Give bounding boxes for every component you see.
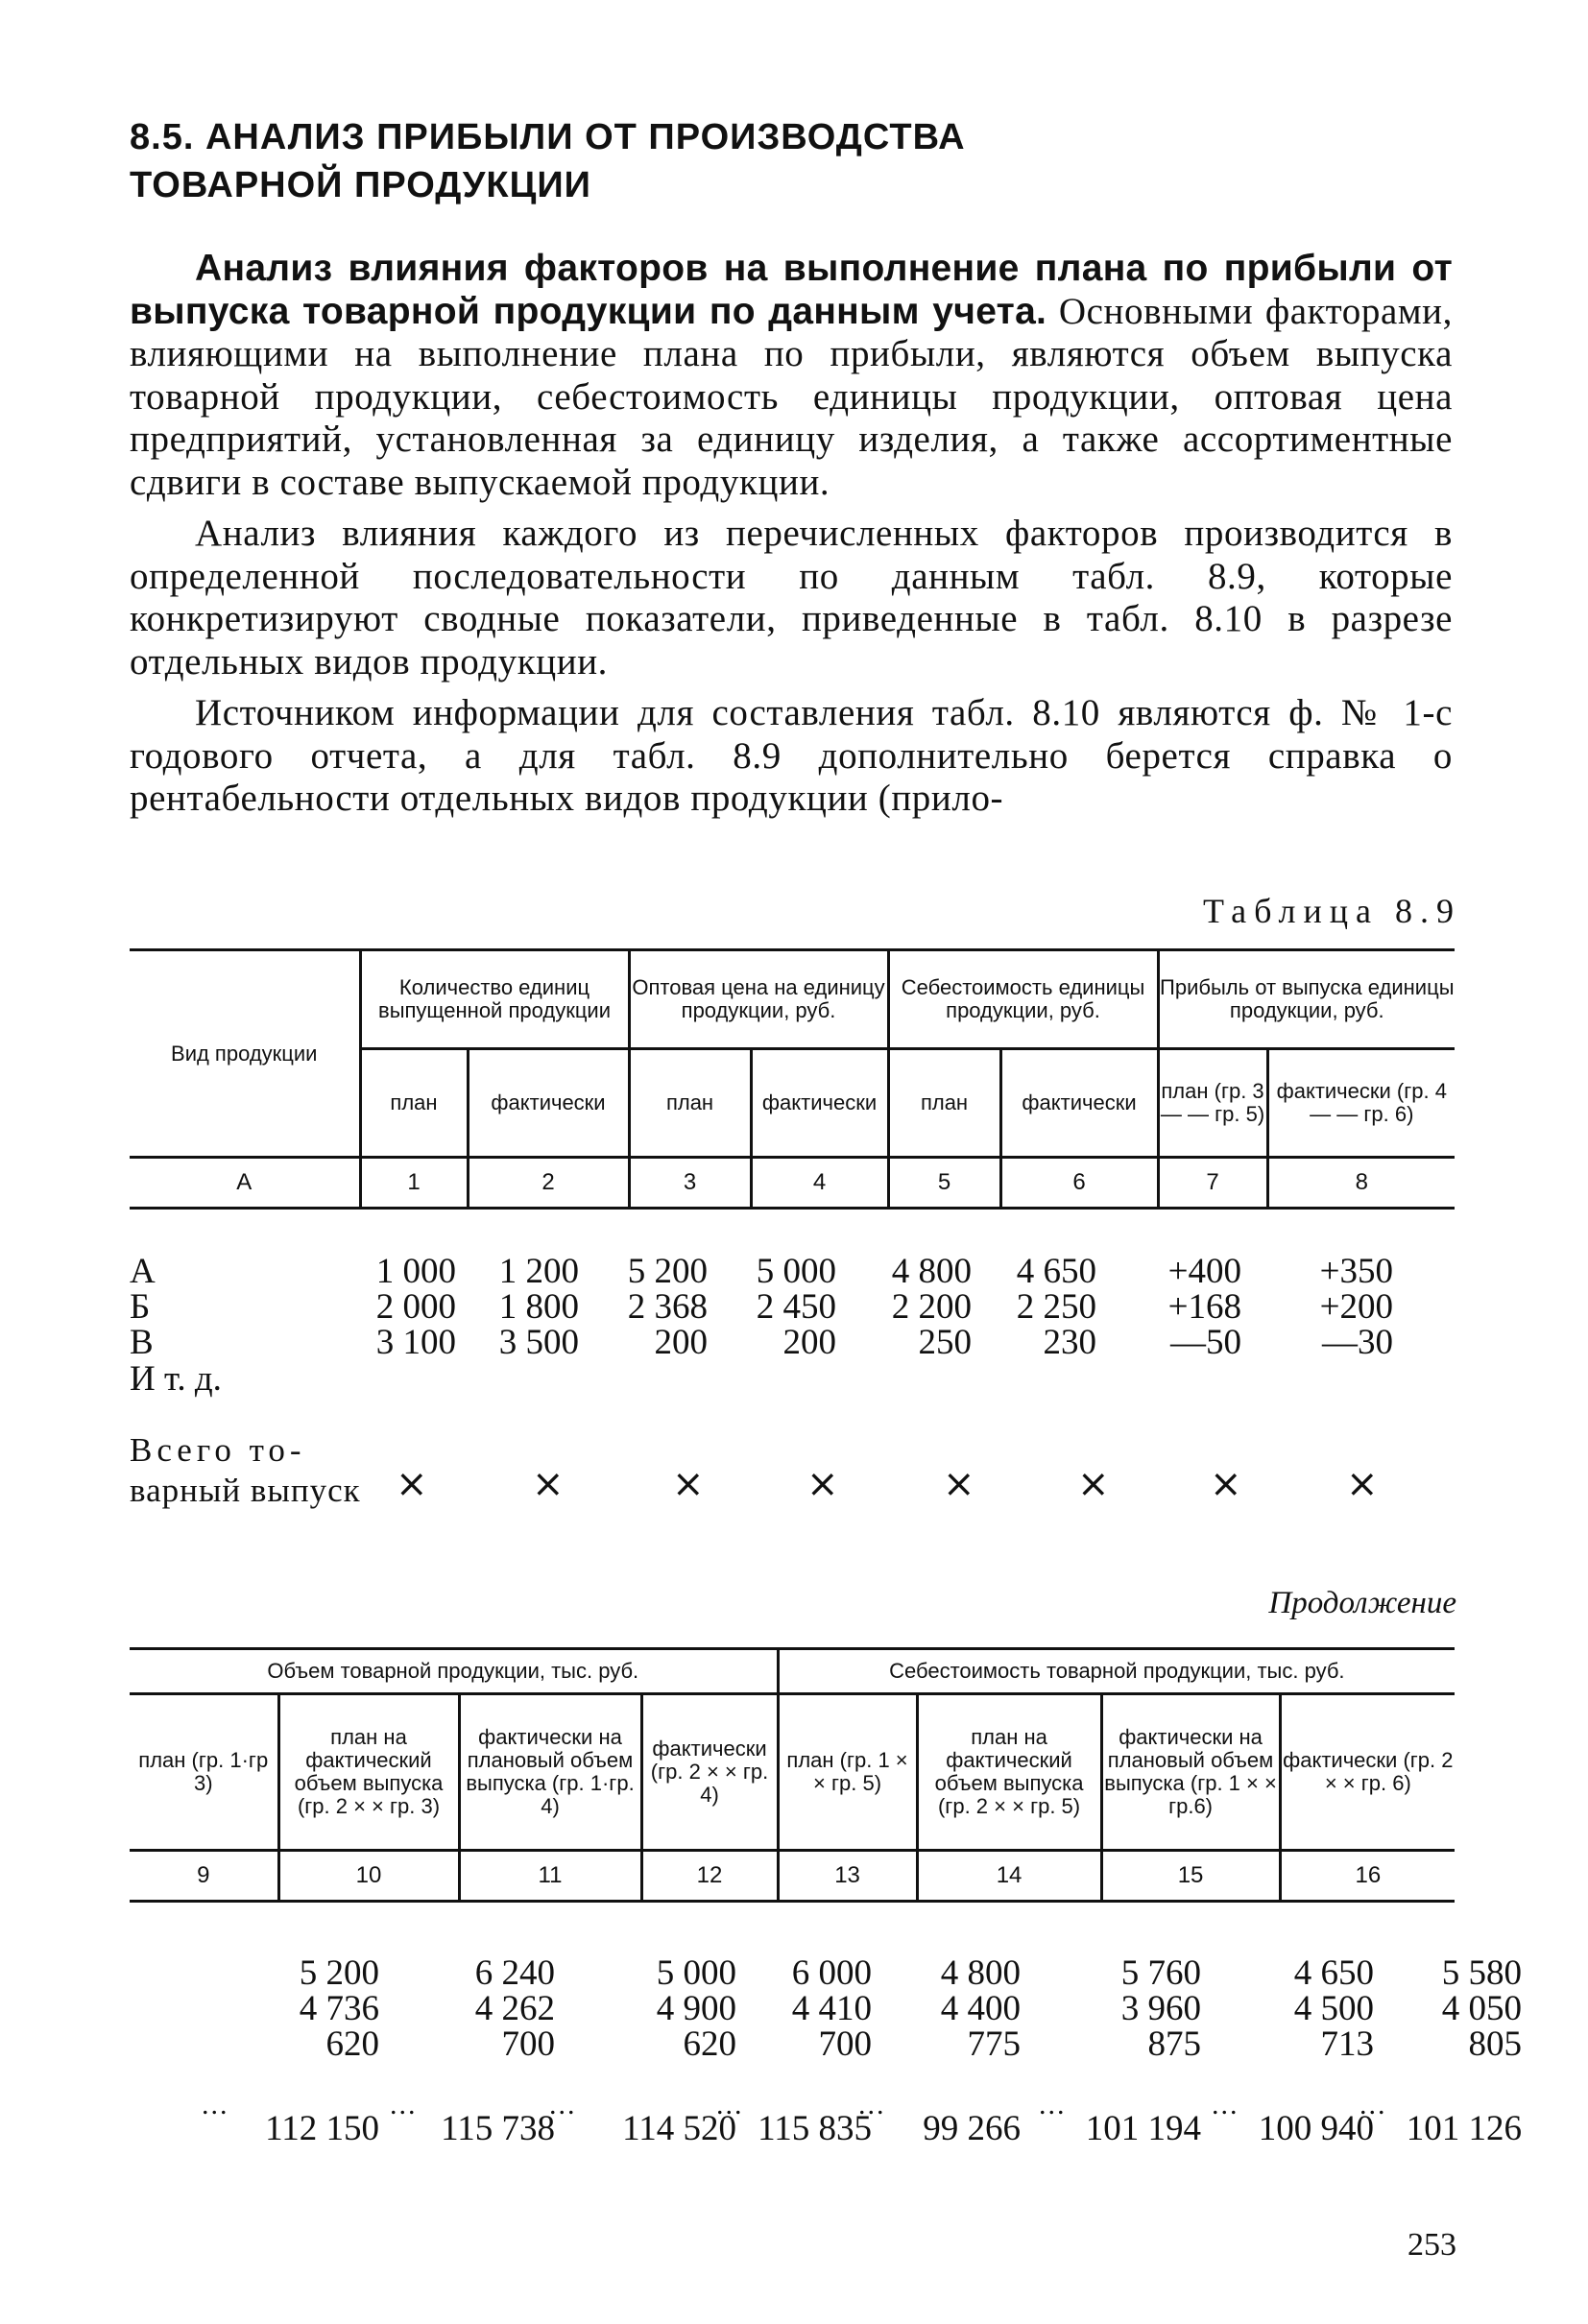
total-cell: 115 738 [441,2109,555,2148]
sub-fact-profit: фактически (гр. 4— — гр. 6) [1267,1049,1455,1158]
ellipsis: ... [1039,2089,1067,2120]
sub-plan: план [888,1049,1000,1158]
table-row [130,1953,1522,1993]
cross-mark: × [1346,1462,1379,1506]
cross-mark: × [1077,1462,1110,1506]
total-label [130,1430,361,1511]
cell: +400 [1167,1252,1241,1291]
cell: 2 200 [891,1287,972,1327]
row-label-etc: И т. д. [130,1359,222,1399]
heading-line-1: 8.5. АНАЛИЗ ПРИБЫЛИ ОТ ПРОИЗВОДСТВА [130,117,966,157]
cross-mark: × [396,1462,428,1506]
sub-plan: план [360,1049,468,1158]
cell: 4 050 [1441,1989,1522,2028]
cell: —50 [1170,1323,1241,1362]
total-cell: 112 150 [265,2109,379,2148]
ellipsis: ... [716,2089,744,2120]
total-label-line-1: Всего то- [130,1431,306,1469]
column-number: 12 [641,1851,778,1902]
row-label: В [130,1323,154,1362]
cell: 4 650 [1293,1953,1374,1993]
cell: 5 000 [756,1252,836,1291]
cell: 5 760 [1120,1953,1201,1993]
col-header: план (гр. 1 × × гр. 5) [778,1694,917,1851]
cell: 4 410 [791,1989,872,2028]
total-cell: 115 835 [758,2109,872,2148]
cell: 5 580 [1441,1953,1522,1993]
column-number: 9 [130,1851,278,1902]
cell: 620 [325,2025,379,2064]
totals-row [130,2108,1522,2148]
column-number: 11 [459,1851,641,1902]
table-row [130,1358,1455,1399]
cell: 5 200 [627,1252,708,1291]
column-number: 13 [778,1851,917,1902]
total-cell: 100 940 [1258,2109,1374,2148]
ellipsis: ... [1359,2089,1387,2120]
col-header: план на фактический объем выпуска (гр. 2 × × гр. 3) [278,1694,459,1851]
cell: 875 [1147,2025,1201,2064]
column-number: 1 [360,1158,468,1209]
cell: +200 [1319,1287,1393,1327]
group-wholesale-price: Оптовая цена на единицу продукции, руб. [629,950,888,1049]
col-header: фактически на плановый объем выпуска (гр. 1·гр. 4) [459,1694,641,1851]
column-number: 14 [917,1851,1101,1902]
col-header: план (гр. 1·гр 3) [130,1694,278,1851]
group-output-cost: Себестоимость товарной продукции, тыс. руб. [778,1649,1455,1694]
cell: 3 100 [375,1323,456,1362]
cell: 6 000 [791,1953,872,1993]
cell: 2 368 [627,1287,708,1327]
cell: 775 [967,2025,1021,2064]
col-header: план на фактический объем выпуска (гр. 2 × × гр. 5) [917,1694,1101,1851]
cell: 2 000 [375,1287,456,1327]
sub-plan: план [629,1049,751,1158]
continuation-label: Продолжение [1268,1586,1456,1620]
table-row [130,1988,1522,2028]
ellipsis: ... [390,2089,418,2120]
cell: 5 000 [656,1953,736,1993]
body-text [130,248,1453,821]
cell: 620 [683,2025,736,2064]
cell: 4 500 [1293,1989,1374,2028]
cell: 805 [1468,2025,1522,2064]
table-row [130,1251,1455,1291]
heading-line-2: ТОВАРНОЙ ПРОДУКЦИИ [130,165,591,205]
cell: 4 800 [891,1252,972,1291]
cell: 200 [782,1323,836,1362]
table-8-9-continued-header [130,1647,1455,1903]
paragraph-1 [130,248,1453,504]
column-number: 2 [468,1158,629,1209]
cross-mark: × [532,1462,565,1506]
page-number: 253 [1408,2227,1456,2263]
cell: 4 736 [299,1989,379,2028]
cross-mark: × [672,1462,705,1506]
total-cell: 99 266 [923,2109,1021,2148]
col-product-type: Вид продукции [130,950,360,1158]
column-number: 4 [751,1158,888,1209]
paragraph-3: Источником информации для составления табл. 8.10 являются ф. № 1-с годового отчета, а для табл. 8.9 дополнительно берется справка о рентабельности отдельных видов продукции (прило- [130,692,1453,819]
cell: 3 960 [1120,1989,1201,2028]
cell: 200 [654,1323,708,1362]
cell: +168 [1167,1287,1241,1327]
cell: 2 450 [756,1287,836,1327]
cell: 700 [818,2025,872,2064]
column-number: 15 [1101,1851,1280,1902]
sub-fact: фактически [468,1049,629,1158]
table-row [130,1322,1455,1362]
cross-mark: × [806,1462,839,1506]
table-row [130,1286,1455,1327]
cell: —30 [1322,1323,1393,1362]
cell: 4 400 [940,1989,1021,2028]
column-number: 10 [278,1851,459,1902]
total-cell: 114 520 [622,2109,736,2148]
cell: 1 000 [375,1252,456,1291]
column-number: 7 [1158,1158,1267,1209]
sub-plan-profit: план (гр. 3— — гр. 5) [1158,1049,1267,1158]
table-row [130,2024,1522,2064]
cell: 700 [501,2025,555,2064]
column-number: 5 [888,1158,1000,1209]
ellipsis: ... [1212,2089,1239,2120]
column-number: 8 [1267,1158,1455,1209]
paragraph-2: Анализ влияния каждого из перечисленных факторов производится в определенной последовательности по данным табл. 8.9, которые конкретизируют сводные показатели, приведенные в табл. 8.10 в разрезе отдельных видов продукции. [130,513,1453,683]
group-cost: Себестоимость единицы продукции, руб. [888,950,1158,1049]
column-number: 3 [629,1158,751,1209]
paragraph-1-lead: Анализ влияния факторов на выполнение плана по прибыли от выпуска товарной продукции по данным учета. [130,248,1453,332]
cell: 4 900 [656,1989,736,2028]
ellipsis: ... [549,2089,577,2120]
group-profit: Прибыль от выпуска единицы продукции, руб. [1158,950,1455,1049]
cell: 4 262 [474,1989,555,2028]
cell: 6 240 [474,1953,555,1993]
cell: 4 800 [940,1953,1021,1993]
cell: 713 [1320,2025,1374,2064]
section-heading [130,113,994,209]
col-header: фактически (гр. 2 × × гр. 4) [641,1694,778,1851]
column-number: 6 [1000,1158,1158,1209]
sub-fact: фактически [751,1049,888,1158]
col-header: фактически (гр. 2 × × гр. 6) [1280,1694,1455,1851]
ellipsis: ... [858,2089,886,2120]
cell: 4 650 [1016,1252,1096,1291]
cross-mark: × [943,1462,975,1506]
table-caption: Таблица 8.9 [1203,892,1461,930]
col-header: фактически на плановый объем выпуска (гр. 1 × × гр.6) [1101,1694,1280,1851]
cell: 3 500 [498,1323,579,1362]
group-output-volume: Объем товарной продукции, тыс. руб. [130,1649,778,1694]
group-quantity: Количество единиц выпущенной продукции [360,950,629,1049]
cell: 250 [918,1323,972,1362]
row-label: А [130,1252,156,1291]
cell: 5 200 [299,1953,379,1993]
cell: 230 [1043,1323,1096,1362]
table-8-9-header [130,948,1455,1210]
column-number: А [130,1158,360,1209]
total-cell: 101 126 [1406,2109,1522,2148]
cell: 1 800 [498,1287,579,1327]
total-cell: 101 194 [1085,2109,1201,2148]
row-label: Б [130,1287,151,1327]
cross-mark: × [1210,1462,1242,1506]
cell: 2 250 [1016,1287,1096,1327]
ellipsis: ... [202,2089,229,2120]
column-number: 16 [1280,1851,1455,1902]
sub-fact: фактически [1000,1049,1158,1158]
cell: +350 [1319,1252,1393,1291]
total-label-line-2: варный выпуск [130,1472,361,1509]
paragraph-1-rest: Основными факторами, влияющими на выполнение плана по прибыли, являются объем выпуска товарной продукции, себестоимость единицы продукции, оптовая цена предприятий, установленная за единицу изделия, а также ассортиментные сдвиги в составе выпускаемой продукции. [130,290,1453,503]
cell: 1 200 [498,1252,579,1291]
